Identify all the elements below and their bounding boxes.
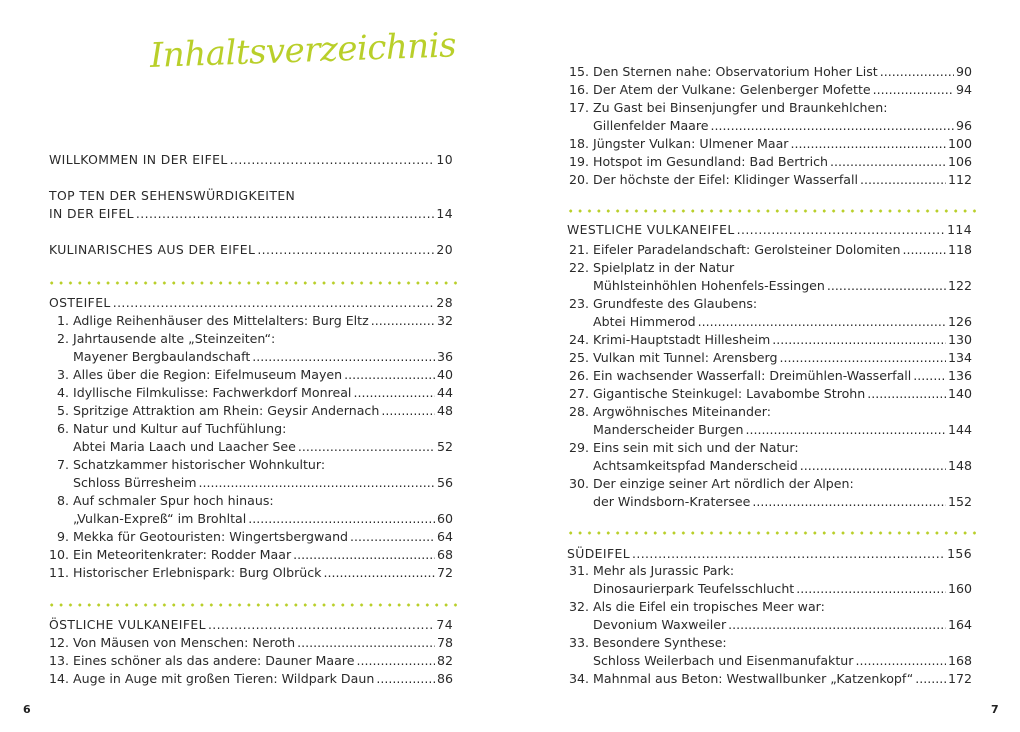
- toc-entry-9[interactable]: 9. Mekka für Geotouristen: Wingertsbergwand ..... 64: [44, 528, 453, 546]
- dotted-separator: [566, 531, 976, 535]
- toc-entry-2-line1[interactable]: 2. Jahrtausende alte „Steinzeiten“:: [56, 331, 276, 346]
- toc-entry-22-line1[interactable]: 22. Spielplatz in der Natur: [568, 260, 735, 275]
- toc-entry-17-line1[interactable]: 17. Zu Gast bei Binsenjungfer und Braunkehlchen:: [568, 100, 888, 115]
- toc-section-westliche-vulkaneifel[interactable]: WESTLICHE VULKANEIFEL ..... 114: [567, 221, 972, 239]
- toc-entry-31-line1[interactable]: 31. Mehr als Jurassic Park:: [568, 563, 735, 578]
- toc-entry-30-line2[interactable]: der Windsborn-Kratersee ..... 152: [564, 493, 972, 511]
- toc-entry-10[interactable]: 10. Ein Meteoritenkrater: Rodder Maar ..... 68: [44, 546, 453, 564]
- toc-entry-4[interactable]: 4. Idyllische Filmkulisse: Fachwerkdorf Monreal ..... 44: [44, 384, 453, 402]
- toc-entry-15[interactable]: 15. Den Sternen nahe: Observatorium Hoher List ..... 90: [564, 63, 972, 81]
- page-number-right: 7: [991, 703, 999, 716]
- toc-entry-26[interactable]: 26. Ein wachsender Wasserfall: Dreimühlen-Wasserfall ..... 136: [564, 367, 972, 385]
- toc-entry-8-line2[interactable]: „Vulkan-Expreß“ im Brohltal ..... 60: [44, 510, 453, 528]
- toc-section-oestliche-vulkaneifel[interactable]: ÖSTLICHE VULKANEIFEL ..... 74: [49, 616, 453, 634]
- toc-entry-32-line1[interactable]: 32. Als die Eifel ein tropisches Meer war:: [568, 599, 825, 614]
- toc-entry-32-line2[interactable]: Devonium Waxweiler ..... 164: [564, 616, 972, 634]
- toc-entry-29-line1[interactable]: 29. Eins sein mit sich und der Natur:: [568, 440, 799, 455]
- toc-entry-30-line1[interactable]: 30. Der einzige seiner Art nördlich der Alpen:: [568, 476, 854, 491]
- page-number-left: 6: [23, 703, 31, 716]
- toc-entry-23-line1[interactable]: 23. Grundfeste des Glaubens:: [568, 296, 758, 311]
- toc-entry-7-line1[interactable]: 7. Schatzkammer historischer Wohnkultur:: [56, 457, 326, 472]
- toc-entry-33-line2[interactable]: Schloss Weilerbach und Eisenmanufaktur ..... 168: [564, 652, 972, 670]
- dotted-separator: [566, 209, 976, 213]
- toc-entry-13[interactable]: 13. Eines schöner als das andere: Dauner Maare ..... 82: [44, 652, 453, 670]
- toc-entry-16[interactable]: 16. Der Atem der Vulkane: Gelenberger Mofette ..... 94: [564, 81, 972, 99]
- toc-entry-20[interactable]: 20. Der höchste der Eifel: Klidinger Wasserfall ..... 112: [564, 171, 972, 189]
- dotted-separator: [47, 603, 457, 607]
- right-page: [510, 0, 1020, 732]
- toc-section-topten-line1[interactable]: TOP TEN DER SEHENSWÜRDIGKEITEN: [49, 188, 296, 203]
- toc-entry-28-line2[interactable]: Manderscheider Burgen ..... 144: [564, 421, 972, 439]
- toc-entry-22-line2[interactable]: Mühlsteinhöhlen Hohenfels-Essingen ..... 122: [564, 277, 972, 295]
- toc-entry-34[interactable]: 34. Mahnmal aus Beton: Westwallbunker „Katzenkopf“ ..... 172: [564, 670, 972, 688]
- toc-entry-28-line1[interactable]: 28. Argwöhnisches Miteinander:: [568, 404, 771, 419]
- toc-entry-5[interactable]: 5. Spritzige Attraktion am Rhein: Geysir Andernach ..... 48: [44, 402, 453, 420]
- toc-entry-33-line1[interactable]: 33. Besondere Synthese:: [568, 635, 727, 650]
- toc-section-suedeifel[interactable]: SÜDEIFEL ..... 156: [567, 545, 972, 563]
- toc-entry-2-line2[interactable]: Mayener Bergbaulandschaft ..... 36: [44, 348, 453, 366]
- toc-entry-17-line2[interactable]: Gillenfelder Maare ..... 96: [564, 117, 972, 135]
- toc-entry-1[interactable]: 1. Adlige Reihenhäuser des Mittelalters: Burg Eltz ..... 32: [44, 312, 453, 330]
- toc-entry-19[interactable]: 19. Hotspot im Gesundland: Bad Bertrich ..... 106: [564, 153, 972, 171]
- toc-section-topten-line2[interactable]: IN DER EIFEL ..... 14: [49, 205, 453, 223]
- toc-entry-29-line2[interactable]: Achtsamkeitspfad Manderscheid ..... 148: [564, 457, 972, 475]
- toc-entry-21[interactable]: 21. Eifeler Paradelandschaft: Gerolsteiner Dolomiten ..... 118: [564, 241, 972, 259]
- toc-entry-7-line2[interactable]: Schloss Bürresheim ..... 56: [44, 474, 453, 492]
- toc-entry-8-line1[interactable]: 8. Auf schmaler Spur hoch hinaus:: [56, 493, 274, 508]
- toc-title: Inhaltsverzeichnis: [149, 25, 457, 76]
- toc-entry-31-line2[interactable]: Dinosaurierpark Teufelsschlucht ..... 160: [564, 580, 972, 598]
- toc-entry-27[interactable]: 27. Gigantische Steinkugel: Lavabombe Strohn ..... 140: [564, 385, 972, 403]
- toc-entry-12[interactable]: 12. Von Mäusen von Menschen: Neroth ..... 78: [44, 634, 453, 652]
- toc-entry-23-line2[interactable]: Abtei Himmerod ..... 126: [564, 313, 972, 331]
- dotted-separator: [47, 281, 457, 285]
- toc-section-culinary[interactable]: KULINARISCHES AUS DER EIFEL ..... 20: [49, 241, 453, 259]
- toc-entry-3[interactable]: 3. Alles über die Region: Eifelmuseum Mayen ..... 40: [44, 366, 453, 384]
- toc-entry-24[interactable]: 24. Krimi-Hauptstadt Hillesheim ..... 130: [564, 331, 972, 349]
- toc-entry-11[interactable]: 11. Historischer Erlebnispark: Burg Olbrück ..... 72: [44, 564, 453, 582]
- toc-entry-18[interactable]: 18. Jüngster Vulkan: Ulmener Maar ..... 100: [564, 135, 972, 153]
- toc-section-welcome[interactable]: WILLKOMMEN IN DER EIFEL ..... 10: [49, 151, 453, 169]
- toc-entry-6-line2[interactable]: Abtei Maria Laach und Laacher See ..... 52: [44, 438, 453, 456]
- toc-entry-14[interactable]: 14. Auge in Auge mit großen Tieren: Wildpark Daun ..... 86: [44, 670, 453, 688]
- toc-entry-6-line1[interactable]: 6. Natur und Kultur auf Tuchfühlung:: [56, 421, 287, 436]
- toc-section-osteifel[interactable]: OSTEIFEL ..... 28: [49, 294, 453, 312]
- toc-entry-25[interactable]: 25. Vulkan mit Tunnel: Arensberg ..... 134: [564, 349, 972, 367]
